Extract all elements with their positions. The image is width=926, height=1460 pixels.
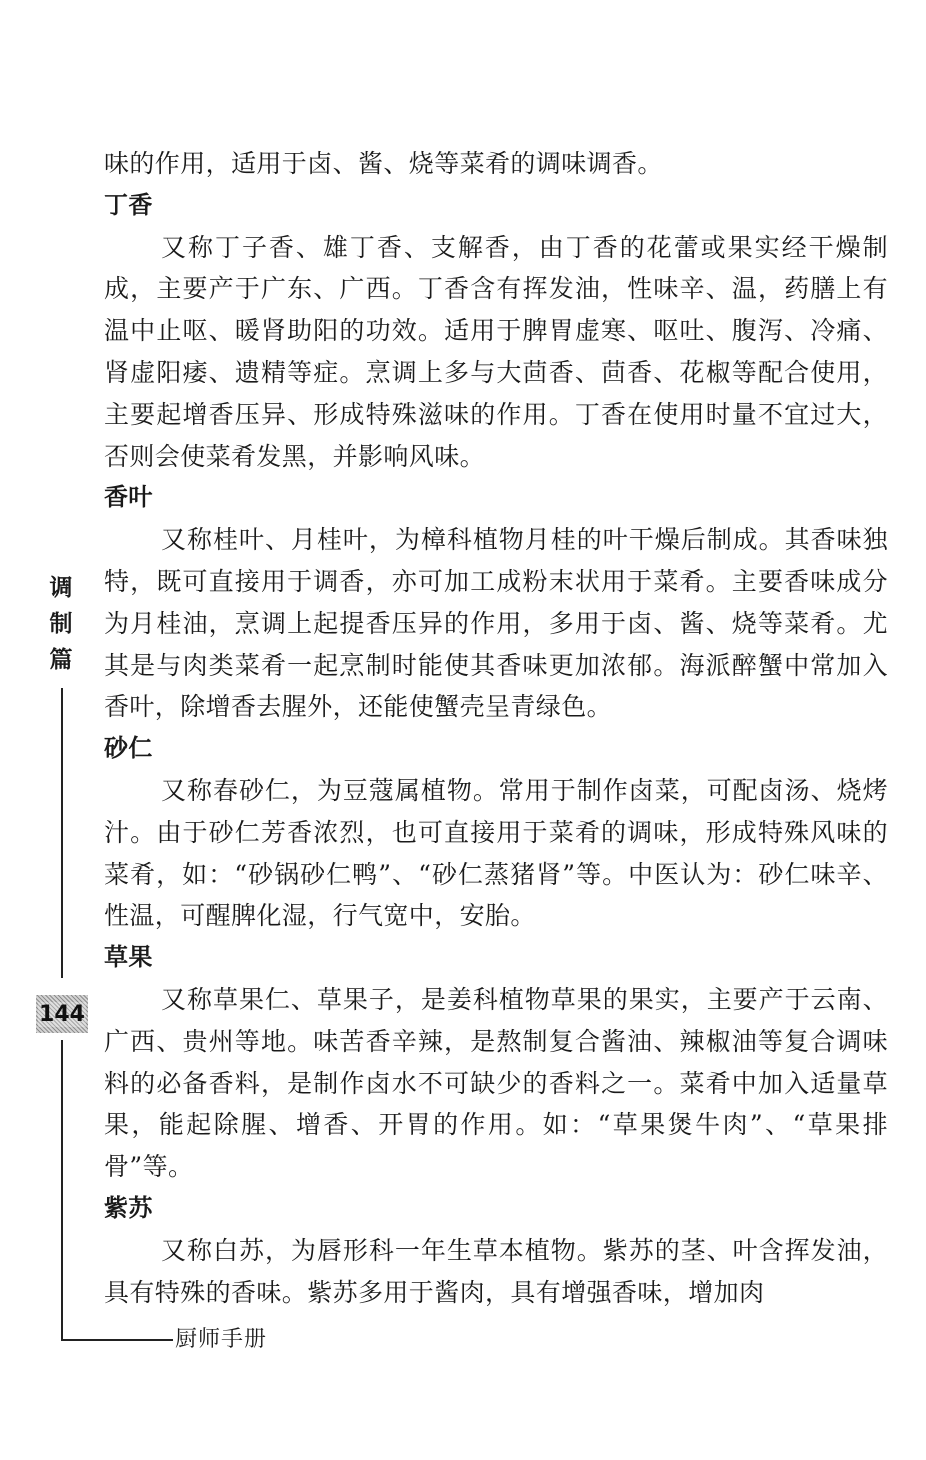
footer-rule — [61, 1339, 173, 1341]
paragraph-zisu: 又称白苏，为唇形科一年生草本植物。紫苏的茎、叶含挥发油，具有特殊的香味。紫苏多用于酱肉，具有增强香味，增加肉 — [104, 1235, 888, 1307]
page-number-badge — [36, 995, 88, 1033]
margin-rule-lower — [61, 1040, 63, 1340]
paragraph: 味的作用，适用于卤、酱、烧等菜肴的调味调香。 — [104, 149, 663, 178]
section-heading-zisu: 紫苏 — [104, 1193, 153, 1222]
paragraph-caoguo: 又称草果仁、草果子，是姜科植物草果的果实，主要产于云南、广西、贵州等地。味苦香辛辣，是熬制复合酱油、辣椒油等复合调味料的必备香料，是制作卤水不可缺少的香料之一。菜肴中加入适量草果，能起除腥、增香、开胃的作用。如：“草果煲牛肉”、“草果排骨”等。 — [104, 984, 888, 1182]
chapter-label-char: 调 — [49, 575, 73, 601]
paragraph-dingxiang: 又称丁子香、雄丁香、支解香，由丁香的花蕾或果实经干燥制成，主要产于广东、广西。丁香含有挥发油，性味辛、温，药膳上有温中止呕、暖肾助阳的功效。适用于脾胃虚寒、呕吐、腹泻、冷痛、肾虚阳痿、遗精等症。烹调上多与大茴香、茴香、花椒等配合使用，主要起增香压异、形成特殊滋味的作用。丁香在使用时量不宜过大，否则会使菜肴发黑，并影响风味。 — [104, 232, 888, 471]
section-heading-xiangye: 香叶 — [104, 483, 153, 512]
page-number: 144 — [39, 1001, 85, 1027]
section-heading-dingxiang: 丁香 — [104, 190, 153, 219]
paragraph-xiangye: 又称桂叶、月桂叶，为樟科植物月桂的叶干燥后制成。其香味独特，既可直接用于调香，亦可加工成粉末状用于菜肴。主要香味成分为月桂油，烹调上起提香压异的作用，多用于卤、酱、烧等菜肴。尤其是与肉类菜肴一起烹制时能使其香味更加浓郁。海派醉蟹中常加入香叶，除增香去腥外，还能使蟹壳呈青绿色。 — [104, 525, 888, 722]
margin-rule-upper — [61, 688, 63, 978]
body-text — [104, 143, 888, 1313]
chapter-side-label — [44, 570, 78, 678]
footer-book-title: 厨师手册 — [175, 1327, 268, 1352]
chapter-label-char: 制 — [49, 611, 73, 637]
section-heading-caoguo: 草果 — [104, 943, 153, 972]
section-heading-sharen: 砂仁 — [104, 734, 153, 763]
paragraph-sharen: 又称春砂仁，为豆蔻属植物。常用于制作卤菜，可配卤汤、烧烤汁。由于砂仁芳香浓烈，也可直接用于菜肴的调味，形成特殊风味的菜肴，如：“砂锅砂仁鸭”、“砂仁蒸猪肾”等。中医认为：砂仁味辛、性温，可醒脾化湿，行气宽中，安胎。 — [104, 775, 888, 931]
chapter-label-char: 篇 — [49, 647, 73, 673]
